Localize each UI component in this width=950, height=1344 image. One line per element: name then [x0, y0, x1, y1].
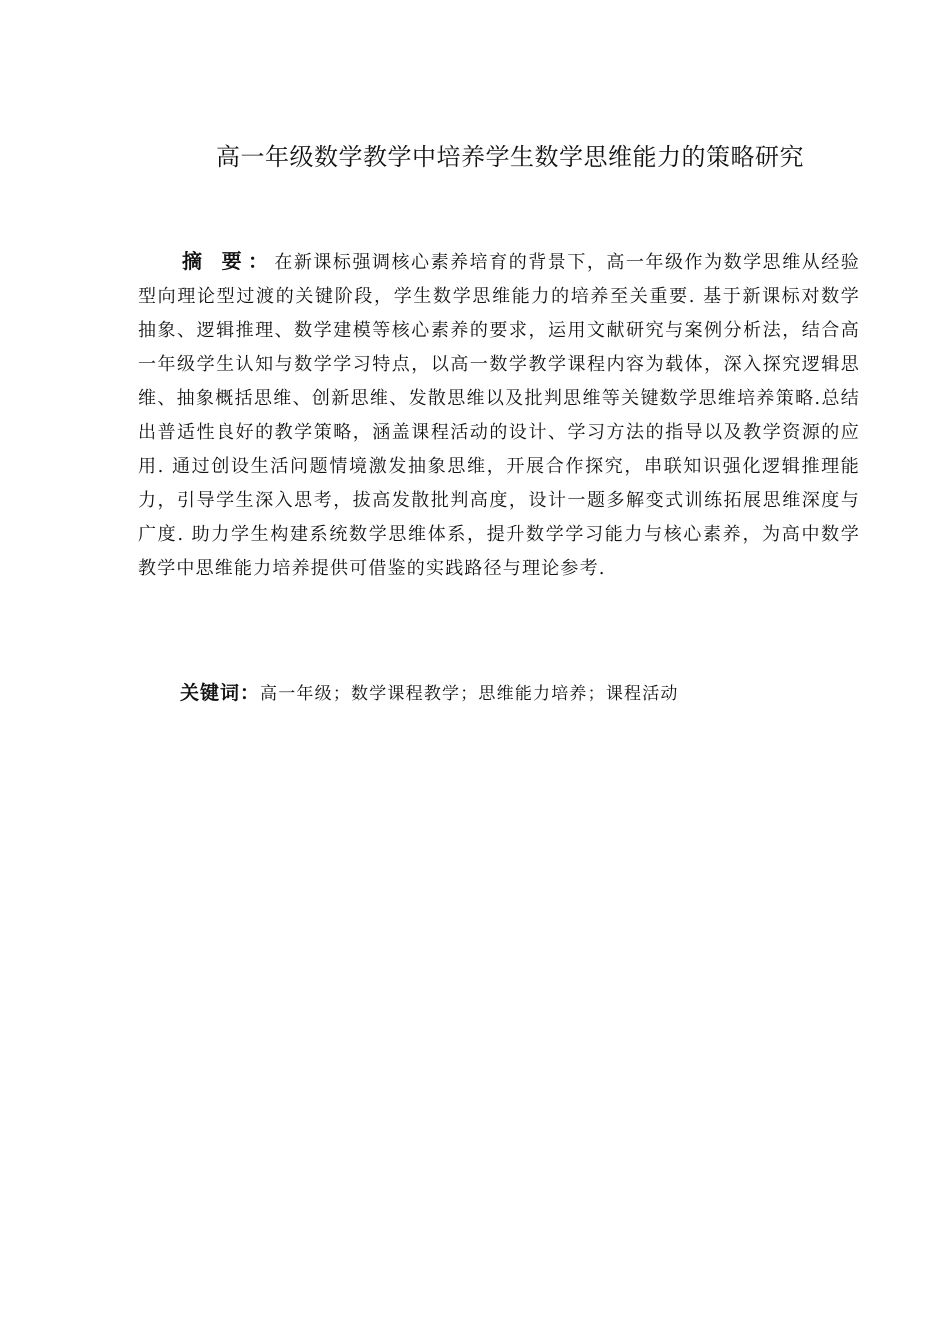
paper-title: 高一年级数学教学中培养学生数学思维能力的策略研究 [216, 143, 804, 171]
keywords-label: 关键词： [180, 682, 261, 704]
abstract-paragraph [138, 244, 860, 586]
abstract-text: 在新课标强调核心素养培育的背景下，高一年级作为数学思维从经验型向理论型过渡的关键阶段，学生数学思维能力的培养至关重要. 基于新课标对数学抽象、逻辑推理、数学建模等核心素养的要求，运用文献研究与案例分析法，结合高一年级学生认知与数学学习特点，以高一数学教学课程内容为载体，深入探究逻辑思维、抽象概括思维、创新思维、发散思维以及批判思维等关键数学思维培养策略.总结出普适性良好的教学策略，涵盖课程活动的设计、学习方法的指导以及教学资源的应用. 通过创设生活问题情境激发抽象思维，开展合作探究，串联知识强化逻辑推理能力，引导学生深入思考，拔高发散批判高度，设计一题多解变式训练拓展思维深度与广度. 助力学生构建系统数学思维体系，提升数学学习能力与核心素养，为高中数学教学中思维能力培养提供可借鉴的实践路径与理论参考. [138, 252, 861, 579]
keywords-paragraph [180, 676, 870, 711]
abstract-label: 摘 要： [182, 249, 275, 273]
keywords-text: 高一年级；数学课程教学；思维能力培养；课程活动 [260, 684, 679, 704]
